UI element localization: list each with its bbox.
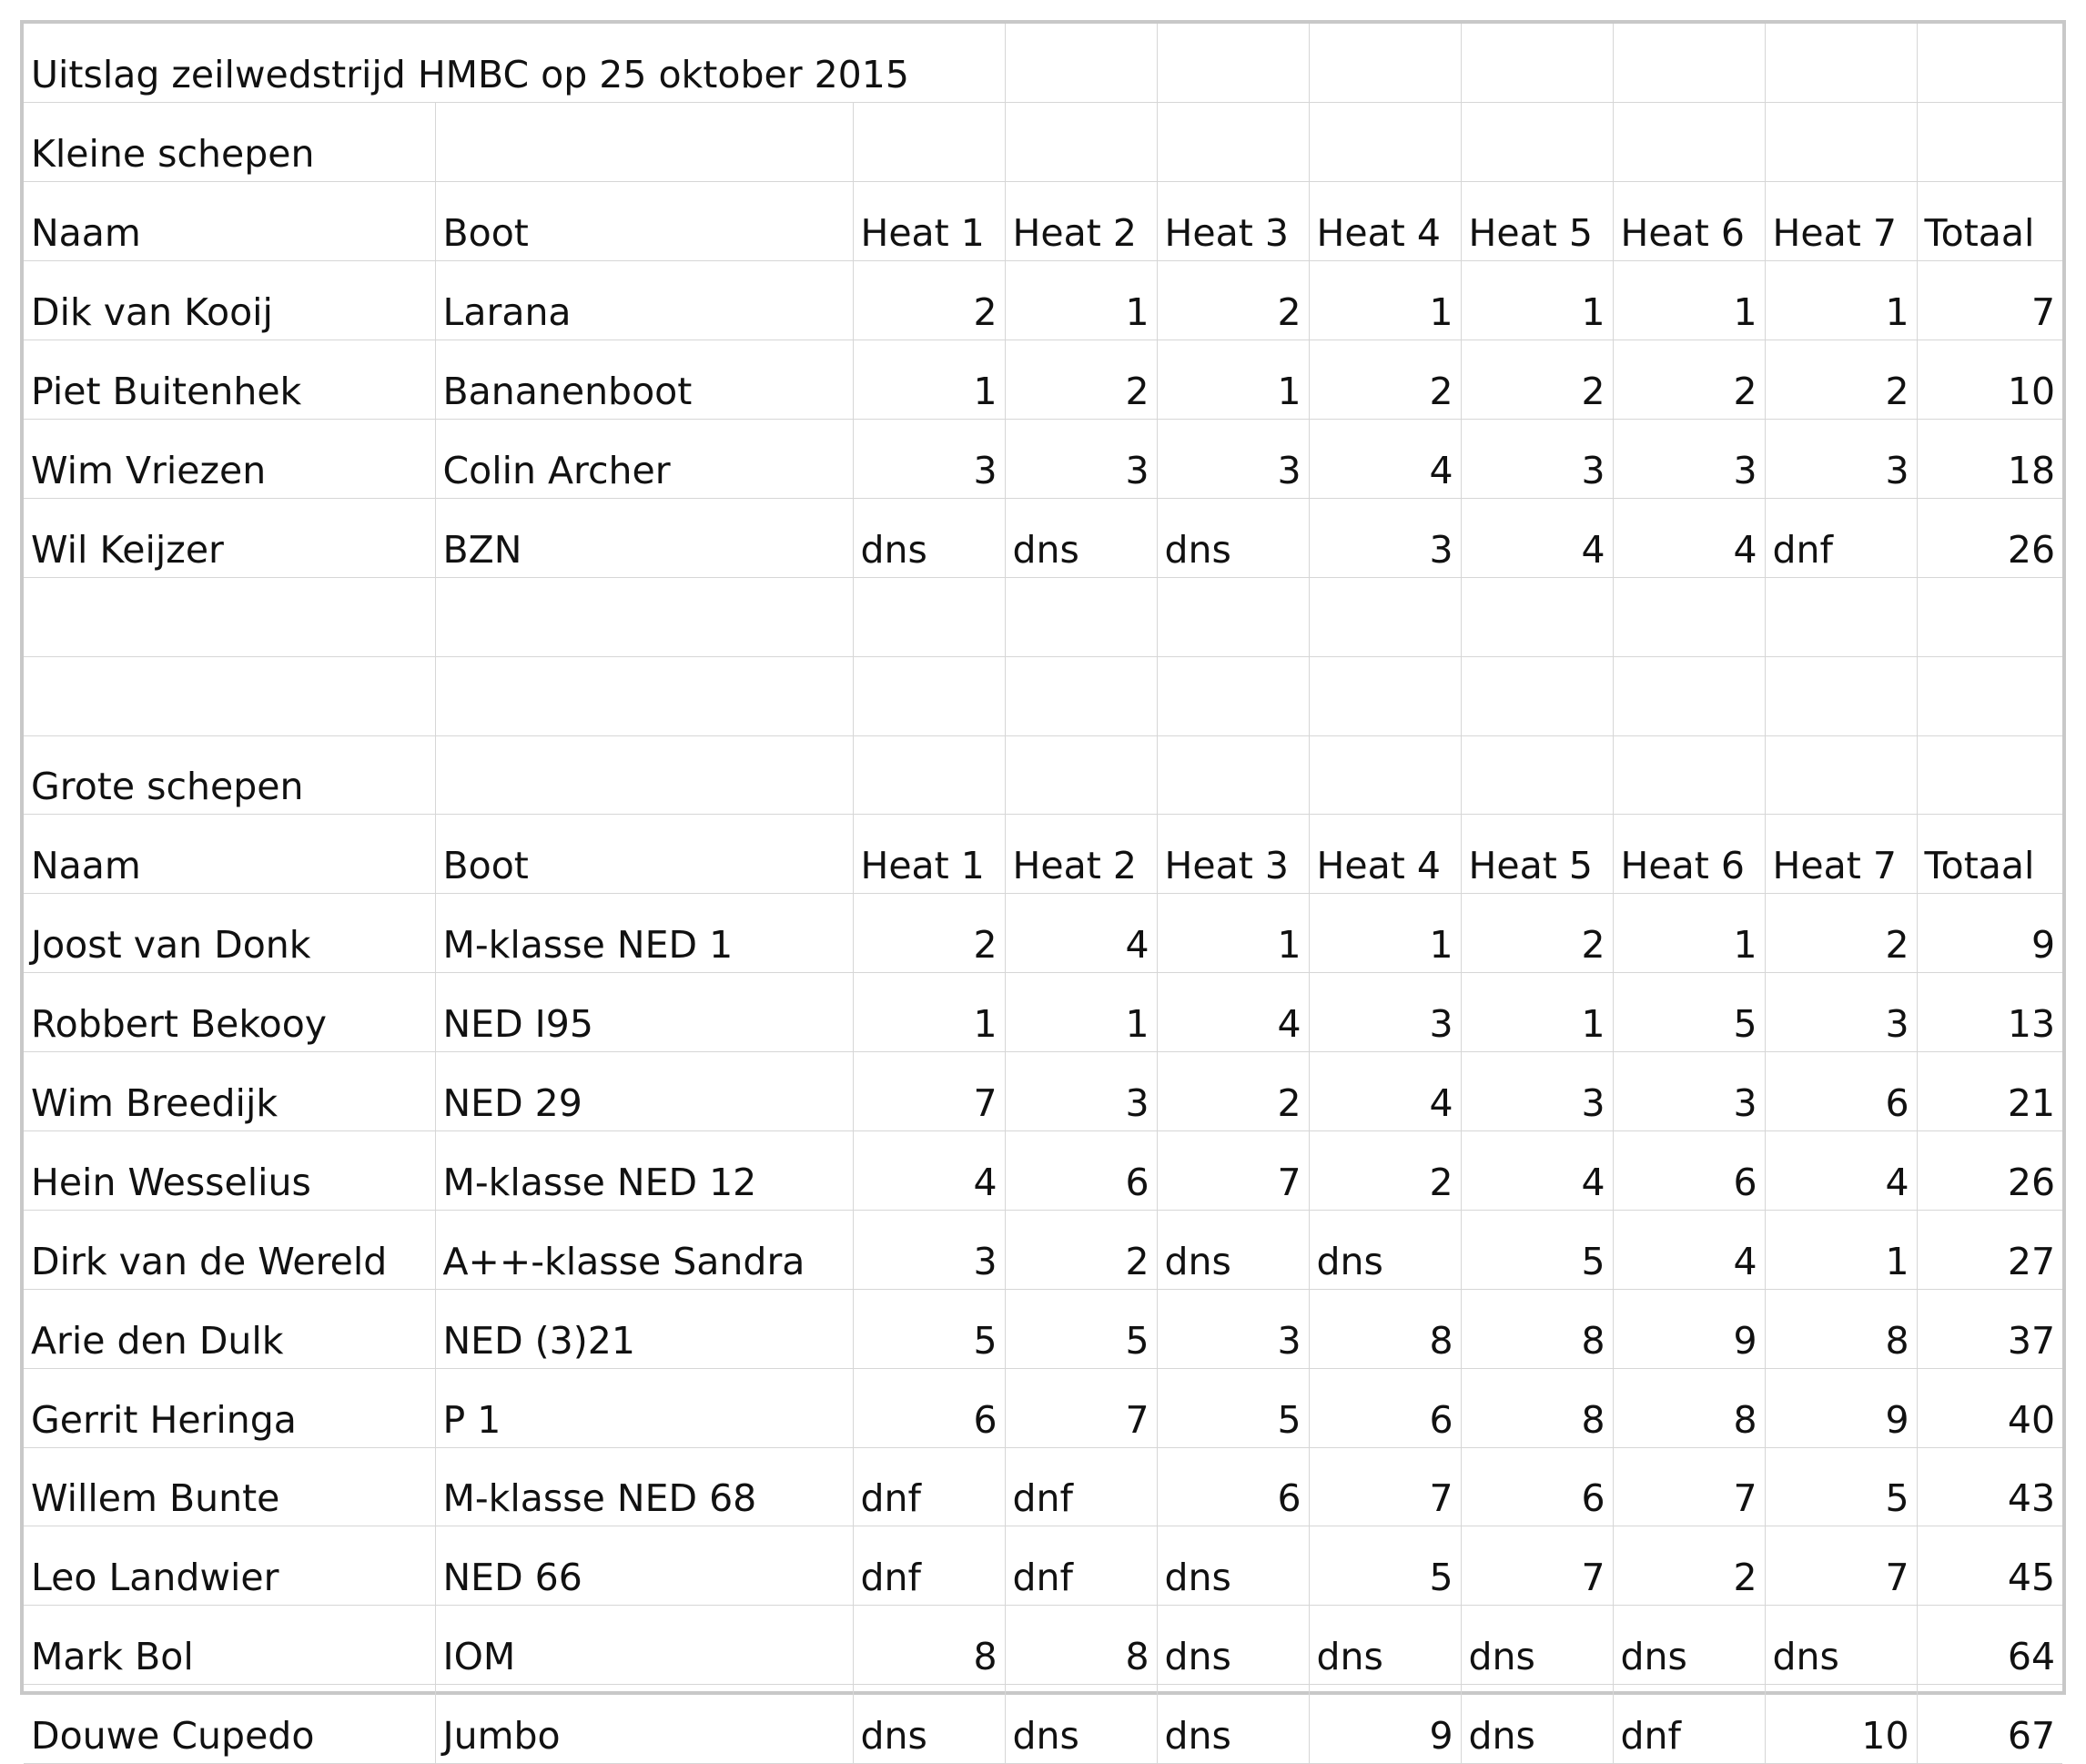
cell[interactable] bbox=[853, 103, 1005, 182]
heat-cell[interactable]: dnf bbox=[1005, 1526, 1157, 1606]
spacer-row bbox=[24, 577, 2062, 656]
column-header[interactable]: Heat 4 bbox=[1309, 815, 1461, 894]
table-row bbox=[24, 1052, 2062, 1131]
heat-cell[interactable]: 2 bbox=[1765, 894, 1917, 973]
column-header[interactable]: Heat 2 bbox=[1005, 182, 1157, 261]
cell[interactable] bbox=[1309, 577, 1461, 656]
heat-cell[interactable]: 7 bbox=[1309, 1447, 1461, 1526]
cell[interactable] bbox=[435, 735, 853, 815]
cell[interactable] bbox=[1157, 24, 1309, 103]
heat-cell[interactable]: 6 bbox=[1461, 1447, 1613, 1526]
heat-cell[interactable]: 4 bbox=[1461, 498, 1613, 577]
heat-cell[interactable]: 10 bbox=[1765, 1685, 1917, 1764]
cell[interactable] bbox=[1309, 24, 1461, 103]
heat-cell[interactable]: 1 bbox=[1309, 894, 1461, 973]
heat-cell[interactable]: 3 bbox=[1005, 1052, 1157, 1131]
heat-cell[interactable]: 4 bbox=[1157, 973, 1309, 1052]
column-header[interactable]: Boot bbox=[435, 815, 853, 894]
heat-cell[interactable]: 3 bbox=[1157, 1289, 1309, 1368]
heat-cell[interactable]: 5 bbox=[1309, 1526, 1461, 1606]
boat-cell[interactable]: Jumbo bbox=[435, 1685, 853, 1764]
cell[interactable] bbox=[1765, 656, 1917, 735]
heat-cell[interactable]: 1 bbox=[1309, 261, 1461, 340]
heat-cell[interactable]: 3 bbox=[853, 1210, 1005, 1289]
column-header[interactable]: Heat 6 bbox=[1613, 182, 1765, 261]
heat-cell[interactable]: 2 bbox=[1613, 1526, 1765, 1606]
results-table bbox=[24, 24, 2062, 1764]
heat-cell[interactable]: 6 bbox=[1765, 1052, 1917, 1131]
column-header[interactable]: Heat 2 bbox=[1005, 815, 1157, 894]
heat-cell[interactable]: 4 bbox=[1613, 1210, 1765, 1289]
heat-cell[interactable]: 4 bbox=[1765, 1130, 1917, 1210]
boat-cell[interactable]: Colin Archer bbox=[435, 419, 853, 498]
heat-cell[interactable]: 1 bbox=[1005, 973, 1157, 1052]
cell[interactable] bbox=[1613, 735, 1765, 815]
sailor-name-cell[interactable]: Mark Bol bbox=[24, 1606, 435, 1685]
heat-cell[interactable]: dns bbox=[1005, 498, 1157, 577]
heat-cell[interactable]: 3 bbox=[1309, 973, 1461, 1052]
heat-cell[interactable]: 5 bbox=[1005, 1289, 1157, 1368]
heat-cell[interactable]: 5 bbox=[1157, 1368, 1309, 1447]
cell[interactable] bbox=[1765, 577, 1917, 656]
cell[interactable] bbox=[1461, 735, 1613, 815]
heat-cell[interactable]: dns bbox=[1157, 498, 1309, 577]
cell[interactable] bbox=[853, 735, 1005, 815]
heat-cell[interactable]: 1 bbox=[853, 973, 1005, 1052]
table-row bbox=[24, 1606, 2062, 1685]
boat-cell[interactable]: A++-klasse Sandra bbox=[435, 1210, 853, 1289]
total-cell[interactable]: 40 bbox=[1917, 1368, 2062, 1447]
heat-cell[interactable]: 8 bbox=[1765, 1289, 1917, 1368]
heat-cell[interactable]: dns bbox=[1309, 1606, 1461, 1685]
heat-cell[interactable]: 4 bbox=[1613, 498, 1765, 577]
column-header[interactable]: Heat 3 bbox=[1157, 182, 1309, 261]
total-cell[interactable]: 43 bbox=[1917, 1447, 2062, 1526]
sailor-name-cell[interactable]: Leo Landwier bbox=[24, 1526, 435, 1606]
heat-cell[interactable]: dnf bbox=[853, 1526, 1005, 1606]
heat-cell[interactable]: 2 bbox=[853, 261, 1005, 340]
column-header[interactable]: Heat 1 bbox=[853, 182, 1005, 261]
table-row bbox=[24, 1130, 2062, 1210]
cell[interactable] bbox=[853, 656, 1005, 735]
table-row bbox=[24, 419, 2062, 498]
total-cell[interactable]: 26 bbox=[1917, 1130, 2062, 1210]
heat-cell[interactable]: 8 bbox=[1461, 1289, 1613, 1368]
boat-cell[interactable]: Bananenboot bbox=[435, 340, 853, 420]
heat-cell[interactable]: 3 bbox=[1157, 419, 1309, 498]
heat-cell[interactable]: 4 bbox=[1309, 419, 1461, 498]
column-header[interactable]: Heat 5 bbox=[1461, 815, 1613, 894]
boat-cell[interactable]: NED (3)21 bbox=[435, 1289, 853, 1368]
table-row bbox=[24, 1526, 2062, 1606]
cell[interactable] bbox=[1005, 656, 1157, 735]
group-label-row bbox=[24, 735, 2062, 815]
heat-cell[interactable]: 2 bbox=[1461, 340, 1613, 420]
total-cell[interactable]: 10 bbox=[1917, 340, 2062, 420]
heat-cell[interactable]: dnf bbox=[1005, 1447, 1157, 1526]
sheet-title[interactable]: Uitslag zeilwedstrijd HMBC op 25 oktober 2015 bbox=[24, 24, 1005, 103]
column-header[interactable]: Heat 3 bbox=[1157, 815, 1309, 894]
column-header[interactable]: Heat 4 bbox=[1309, 182, 1461, 261]
sailor-name-cell[interactable]: Hein Wesselius bbox=[24, 1130, 435, 1210]
heat-cell[interactable]: 3 bbox=[1613, 1052, 1765, 1131]
heat-cell[interactable]: dns bbox=[1157, 1685, 1309, 1764]
table-row bbox=[24, 1289, 2062, 1368]
heat-cell[interactable]: dns bbox=[1309, 1210, 1461, 1289]
cell[interactable] bbox=[1765, 24, 1917, 103]
heat-cell[interactable]: 1 bbox=[1461, 973, 1613, 1052]
sailor-name-cell[interactable]: Wim Vriezen bbox=[24, 419, 435, 498]
table-row bbox=[24, 498, 2062, 577]
cell[interactable] bbox=[1613, 103, 1765, 182]
sailor-name-cell[interactable]: Gerrit Heringa bbox=[24, 1368, 435, 1447]
table-row bbox=[24, 1447, 2062, 1526]
heat-cell[interactable]: 3 bbox=[1765, 973, 1917, 1052]
cell[interactable] bbox=[1157, 103, 1309, 182]
heat-cell[interactable]: 4 bbox=[853, 1130, 1005, 1210]
heat-cell[interactable]: 1 bbox=[1613, 894, 1765, 973]
heat-cell[interactable]: 6 bbox=[853, 1368, 1005, 1447]
column-header[interactable]: Boot bbox=[435, 182, 853, 261]
heat-cell[interactable]: 8 bbox=[1309, 1289, 1461, 1368]
cell[interactable] bbox=[1005, 103, 1157, 182]
heat-cell[interactable]: dns bbox=[1157, 1606, 1309, 1685]
heat-cell[interactable]: dns bbox=[1157, 1210, 1309, 1289]
sailor-name-cell[interactable]: Douwe Cupedo bbox=[24, 1685, 435, 1764]
heat-cell[interactable]: 9 bbox=[1309, 1685, 1461, 1764]
heat-cell[interactable]: 8 bbox=[853, 1606, 1005, 1685]
heat-cell[interactable]: 1 bbox=[853, 340, 1005, 420]
sailor-name-cell[interactable]: Dik van Kooij bbox=[24, 261, 435, 340]
column-header[interactable]: Heat 5 bbox=[1461, 182, 1613, 261]
heat-cell[interactable]: 7 bbox=[1157, 1130, 1309, 1210]
group-label[interactable]: Grote schepen bbox=[24, 735, 435, 815]
total-cell[interactable]: 13 bbox=[1917, 973, 2062, 1052]
group-label[interactable]: Kleine schepen bbox=[24, 103, 435, 182]
heat-cell[interactable]: 4 bbox=[1005, 894, 1157, 973]
cell[interactable] bbox=[435, 103, 853, 182]
cell[interactable] bbox=[1917, 656, 2062, 735]
heat-cell[interactable]: 1 bbox=[1461, 261, 1613, 340]
heat-cell[interactable]: 1 bbox=[1765, 261, 1917, 340]
heat-cell[interactable]: 7 bbox=[1613, 1447, 1765, 1526]
heat-cell[interactable]: 2 bbox=[1309, 1130, 1461, 1210]
cell[interactable] bbox=[1613, 24, 1765, 103]
column-header[interactable]: Heat 7 bbox=[1765, 815, 1917, 894]
cell[interactable] bbox=[1765, 103, 1917, 182]
heat-cell[interactable]: 2 bbox=[853, 894, 1005, 973]
cell[interactable] bbox=[1461, 24, 1613, 103]
cell[interactable] bbox=[1309, 103, 1461, 182]
cell[interactable] bbox=[1917, 24, 2062, 103]
column-header[interactable]: Naam bbox=[24, 182, 435, 261]
boat-cell[interactable]: NED 66 bbox=[435, 1526, 853, 1606]
spacer-row bbox=[24, 656, 2062, 735]
boat-cell[interactable]: Larana bbox=[435, 261, 853, 340]
sailor-name-cell[interactable]: Piet Buitenhek bbox=[24, 340, 435, 420]
heat-cell[interactable]: 3 bbox=[1461, 1052, 1613, 1131]
table-row bbox=[24, 261, 2062, 340]
cell[interactable] bbox=[1765, 735, 1917, 815]
cell[interactable] bbox=[1005, 24, 1157, 103]
heat-cell[interactable]: 2 bbox=[1157, 261, 1309, 340]
heat-cell[interactable]: dns bbox=[1461, 1685, 1613, 1764]
heat-cell[interactable]: 6 bbox=[1613, 1130, 1765, 1210]
heat-cell[interactable]: dns bbox=[1005, 1685, 1157, 1764]
cell[interactable] bbox=[1461, 103, 1613, 182]
heat-cell[interactable]: 3 bbox=[853, 419, 1005, 498]
heat-cell[interactable]: 9 bbox=[1765, 1368, 1917, 1447]
heat-cell[interactable]: 9 bbox=[1613, 1289, 1765, 1368]
cell[interactable] bbox=[1005, 577, 1157, 656]
sailor-name-cell[interactable]: Dirk van de Wereld bbox=[24, 1210, 435, 1289]
heat-cell[interactable]: 3 bbox=[1461, 419, 1613, 498]
table-row bbox=[24, 340, 2062, 420]
column-header[interactable]: Naam bbox=[24, 815, 435, 894]
heat-cell[interactable]: dns bbox=[1461, 1606, 1613, 1685]
heat-cell[interactable]: 2 bbox=[1005, 1210, 1157, 1289]
heat-cell[interactable]: 2 bbox=[1309, 340, 1461, 420]
column-header[interactable]: Totaal bbox=[1917, 182, 2062, 261]
results-body bbox=[24, 24, 2062, 1764]
boat-cell[interactable]: M-klasse NED 12 bbox=[435, 1130, 853, 1210]
heat-cell[interactable]: 5 bbox=[853, 1289, 1005, 1368]
table-row bbox=[24, 1685, 2062, 1764]
header-row bbox=[24, 815, 2062, 894]
heat-cell[interactable]: 1 bbox=[1765, 1210, 1917, 1289]
heat-cell[interactable]: 2 bbox=[1461, 894, 1613, 973]
boat-cell[interactable]: M-klasse NED 68 bbox=[435, 1447, 853, 1526]
heat-cell[interactable]: dns bbox=[1613, 1606, 1765, 1685]
heat-cell[interactable]: 1 bbox=[1613, 261, 1765, 340]
cell[interactable] bbox=[1461, 577, 1613, 656]
heat-cell[interactable]: 5 bbox=[1461, 1210, 1613, 1289]
heat-cell[interactable]: 3 bbox=[1613, 419, 1765, 498]
boat-cell[interactable]: P 1 bbox=[435, 1368, 853, 1447]
cell[interactable] bbox=[1005, 735, 1157, 815]
heat-cell[interactable]: 2 bbox=[1613, 340, 1765, 420]
heat-cell[interactable]: 5 bbox=[1765, 1447, 1917, 1526]
total-cell[interactable]: 26 bbox=[1917, 498, 2062, 577]
heat-cell[interactable]: 5 bbox=[1613, 973, 1765, 1052]
sailor-name-cell[interactable]: Joost van Donk bbox=[24, 894, 435, 973]
table-row bbox=[24, 894, 2062, 973]
heat-cell[interactable]: 2 bbox=[1765, 340, 1917, 420]
sailor-name-cell[interactable]: Willem Bunte bbox=[24, 1447, 435, 1526]
title-row bbox=[24, 24, 2062, 103]
heat-cell[interactable]: 7 bbox=[1765, 1526, 1917, 1606]
boat-cell[interactable]: M-klasse NED 1 bbox=[435, 894, 853, 973]
cell[interactable] bbox=[1157, 656, 1309, 735]
column-header[interactable]: Totaal bbox=[1917, 815, 2062, 894]
column-header[interactable]: Heat 1 bbox=[853, 815, 1005, 894]
boat-cell[interactable]: NED I95 bbox=[435, 973, 853, 1052]
heat-cell[interactable]: 8 bbox=[1613, 1368, 1765, 1447]
cell[interactable] bbox=[1613, 577, 1765, 656]
heat-cell[interactable]: 2 bbox=[1157, 1052, 1309, 1131]
total-cell[interactable]: 64 bbox=[1917, 1606, 2062, 1685]
total-cell[interactable]: 9 bbox=[1917, 894, 2062, 973]
heat-cell[interactable]: 7 bbox=[853, 1052, 1005, 1131]
heat-cell[interactable]: 8 bbox=[1005, 1606, 1157, 1685]
sailor-name-cell[interactable]: Wil Keijzer bbox=[24, 498, 435, 577]
heat-cell[interactable]: dnf bbox=[853, 1447, 1005, 1526]
total-cell[interactable]: 67 bbox=[1917, 1685, 2062, 1764]
heat-cell[interactable]: 8 bbox=[1461, 1368, 1613, 1447]
heat-cell[interactable]: 4 bbox=[1461, 1130, 1613, 1210]
cell[interactable] bbox=[1309, 656, 1461, 735]
total-cell[interactable]: 18 bbox=[1917, 419, 2062, 498]
heat-cell[interactable]: 2 bbox=[1005, 340, 1157, 420]
cell[interactable] bbox=[1917, 735, 2062, 815]
boat-cell[interactable]: IOM bbox=[435, 1606, 853, 1685]
heat-cell[interactable]: dns bbox=[853, 498, 1005, 577]
heat-cell[interactable]: dns bbox=[853, 1685, 1005, 1764]
table-row bbox=[24, 973, 2062, 1052]
heat-cell[interactable]: 6 bbox=[1309, 1368, 1461, 1447]
total-cell[interactable]: 37 bbox=[1917, 1289, 2062, 1368]
heat-cell[interactable]: 1 bbox=[1157, 894, 1309, 973]
sailor-name-cell[interactable]: Arie den Dulk bbox=[24, 1289, 435, 1368]
heat-cell[interactable]: dns bbox=[1765, 1606, 1917, 1685]
spreadsheet bbox=[20, 20, 2066, 1759]
cell[interactable] bbox=[1917, 577, 2062, 656]
boat-cell[interactable]: BZN bbox=[435, 498, 853, 577]
cell[interactable] bbox=[1917, 103, 2062, 182]
cell[interactable] bbox=[24, 577, 435, 656]
heat-cell[interactable]: 1 bbox=[1157, 340, 1309, 420]
cell[interactable] bbox=[435, 577, 853, 656]
heat-cell[interactable]: 6 bbox=[1005, 1130, 1157, 1210]
cell[interactable] bbox=[1309, 735, 1461, 815]
sailor-name-cell[interactable]: Robbert Bekooy bbox=[24, 973, 435, 1052]
heat-cell[interactable]: 7 bbox=[1005, 1368, 1157, 1447]
cell[interactable] bbox=[853, 577, 1005, 656]
heat-cell[interactable]: dnf bbox=[1613, 1685, 1765, 1764]
total-cell[interactable]: 27 bbox=[1917, 1210, 2062, 1289]
cell[interactable] bbox=[1613, 656, 1765, 735]
heat-cell[interactable]: 7 bbox=[1461, 1526, 1613, 1606]
sailor-name-cell[interactable]: Wim Breedijk bbox=[24, 1052, 435, 1131]
heat-cell[interactable]: 3 bbox=[1005, 419, 1157, 498]
total-cell[interactable]: 21 bbox=[1917, 1052, 2062, 1131]
header-row bbox=[24, 182, 2062, 261]
heat-cell[interactable]: 3 bbox=[1309, 498, 1461, 577]
cell[interactable] bbox=[1461, 656, 1613, 735]
cell[interactable] bbox=[435, 656, 853, 735]
heat-cell[interactable]: dnf bbox=[1765, 498, 1917, 577]
column-header[interactable]: Heat 6 bbox=[1613, 815, 1765, 894]
cell[interactable] bbox=[24, 656, 435, 735]
heat-cell[interactable]: 3 bbox=[1765, 419, 1917, 498]
cell[interactable] bbox=[1157, 735, 1309, 815]
total-cell[interactable]: 7 bbox=[1917, 261, 2062, 340]
boat-cell[interactable]: NED 29 bbox=[435, 1052, 853, 1131]
heat-cell[interactable]: 1 bbox=[1005, 261, 1157, 340]
group-label-row bbox=[24, 103, 2062, 182]
total-cell[interactable]: 45 bbox=[1917, 1526, 2062, 1606]
cell[interactable] bbox=[1157, 577, 1309, 656]
table-row bbox=[24, 1368, 2062, 1447]
column-header[interactable]: Heat 7 bbox=[1765, 182, 1917, 261]
table-row bbox=[24, 1210, 2062, 1289]
heat-cell[interactable]: 4 bbox=[1309, 1052, 1461, 1131]
heat-cell[interactable]: dns bbox=[1157, 1526, 1309, 1606]
heat-cell[interactable]: 6 bbox=[1157, 1447, 1309, 1526]
